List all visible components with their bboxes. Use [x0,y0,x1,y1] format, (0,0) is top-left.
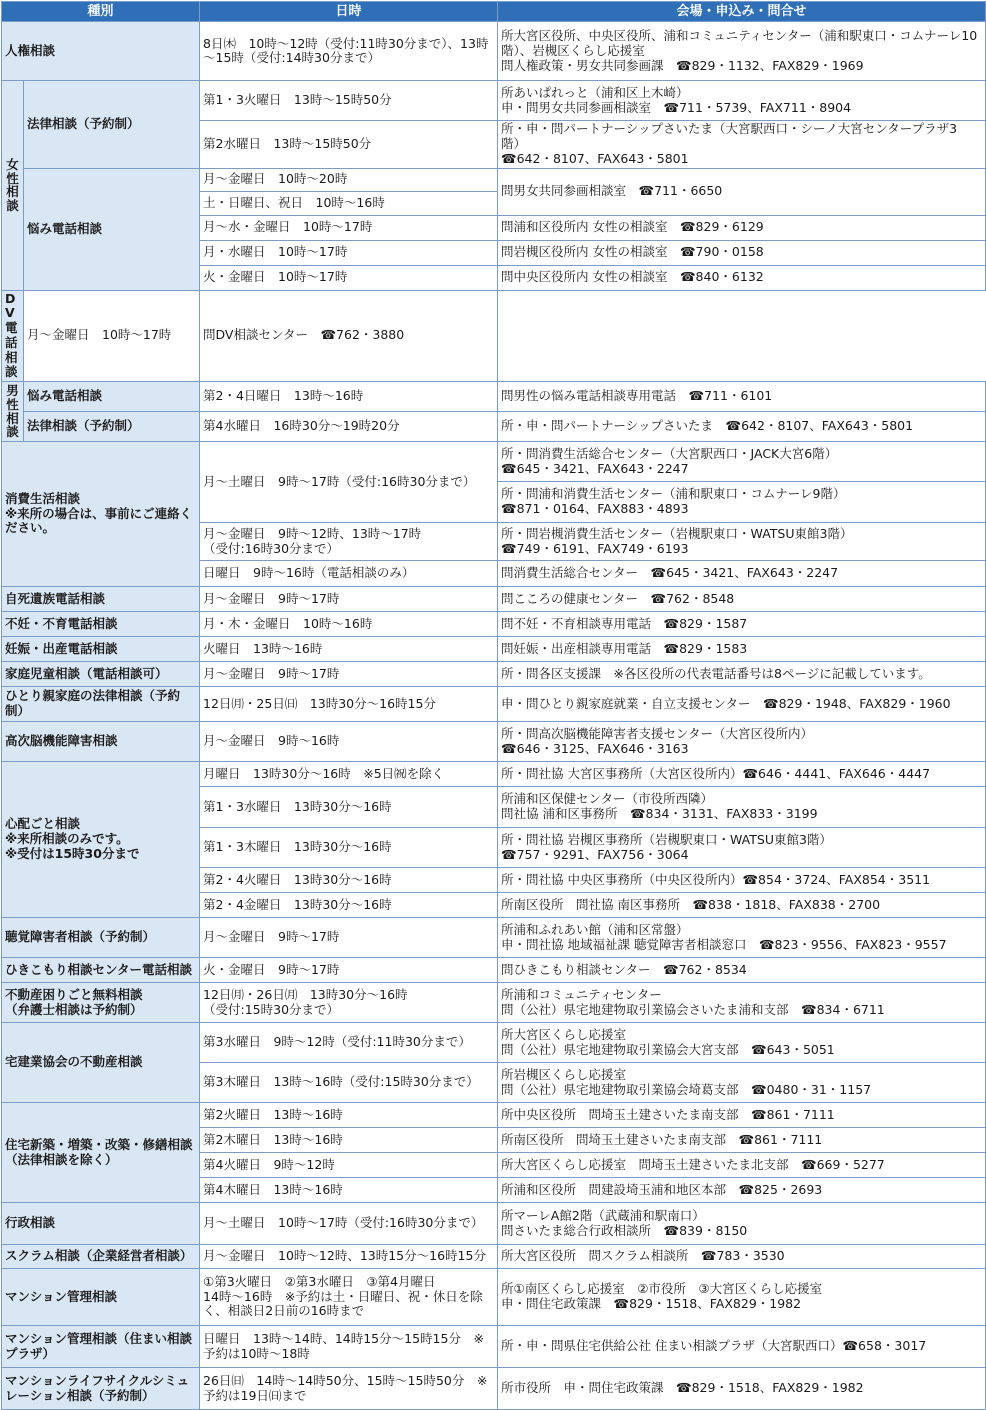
venue-cell: 問岩槻区役所内 女性の相談室 ☎790・0158 [498,240,986,265]
venue-cell: 問男女共同参画相談室 ☎711・6650 [498,168,986,215]
venue-cell: 所・問消費生活総合センター（大宮駅西口・JACK大宮6階） ☎645・3421、FAX643・2247 [498,442,986,482]
venue-cell: 所・問高次脳機能障害者支援センター（大宮区役所内） ☎646・3125、FAX646・3163 [498,722,986,762]
venue-cell: 所岩槻区くらし応援室 問（公社）県宅地建物取引業協会埼葛支部 ☎0480・31・1157 [498,1063,986,1103]
venue-cell: 所①南区くらし応援室 ②市役所 ③大宮区くらし応援室 申・問住宅政策課 ☎829・1518、FAX829・1982 [498,1269,986,1326]
category-cell: 消費生活相談 ※来所の場合は、事前にご連絡ください。 [2,442,200,587]
table-row [2,762,986,787]
venue-cell: 所南区役所 問埼玉土建さいたま南支部 ☎861・7111 [498,1128,986,1153]
datetime-cell: 日曜日 13時～14時、14時15分～15時15分 ※予約は10時～18時 [200,1326,498,1368]
table-row [2,918,986,958]
venue-cell: 問浦和区役所内 女性の相談室 ☎829・6129 [498,215,986,240]
venue-cell: 問妊娠・出産相談専用電話 ☎829・1583 [498,637,986,662]
venue-cell: 問こころの健康センター ☎762・8548 [498,587,986,612]
venue-cell: 所大宮区くらし応援室 問埼玉土建さいたま北支部 ☎669・5277 [498,1153,986,1178]
table-row [2,662,986,687]
datetime-cell: 月～金曜日 9時～17時 [200,662,498,687]
table-row [2,1245,986,1269]
venue-cell: 問不妊・不育相談専用電話 ☎829・1587 [498,612,986,637]
datetime-cell: 第4水曜日 16時30分～19時20分 [200,412,498,442]
venue-cell: 所・問社協 大宮区事務所（大宮区役所内）☎646・4441、FAX646・4447 [498,762,986,787]
datetime-cell: 月～金曜日 9時～12時、13時～17時 （受付:16時30分まで） [200,523,498,561]
venue-cell: 所大宮区役所 問スクラム相談所 ☎783・3530 [498,1245,986,1269]
venue-cell: 所大宮区くらし応援室 問（公社）県宅地建物取引業協会大宮支部 ☎643・5051 [498,1023,986,1063]
datetime-cell: 月・木・金曜日 10時～16時 [200,612,498,637]
header-date: 日時 [200,2,498,22]
venue-cell: 所・問浦和消費生活センター（浦和駅東口・コムナーレ9階） ☎871・0164、FAX883・4893 [498,482,986,523]
venue-cell: 所市役所 申・問住宅政策課 ☎829・1518、FAX829・1982 [498,1368,986,1410]
venue-cell: 所あいぱれっと（浦和区上木崎） 申・問男女共同参画相談室 ☎711・5739、FAX711・8904 [498,81,986,121]
datetime-cell: 月～金曜日 9時～17時 [200,918,498,958]
datetime-cell: 第2木曜日 13時～16時 [200,1128,498,1153]
venue-cell: 問男性の悩み電話相談専用電話 ☎711・6101 [498,382,986,412]
category-cell: 高次脳機能障害相談 [2,722,200,762]
datetime-cell: 12日㈪・26日㈪ 13時30分～16時 （受付:15時30分まで） [200,983,498,1023]
table-row [2,1368,986,1410]
table-row [2,382,986,412]
venue-cell: 所・申・問パートナーシップさいたま（大宮駅西口・シーノ大宮センタープラザ3階） ☎642・8107、FAX643・5801 [498,121,986,168]
venue-cell: 所浦和区役所 問建設埼玉浦和地区本部 ☎825・2693 [498,1178,986,1203]
datetime-cell: 月～水・金曜日 10時～17時 [200,215,498,240]
venue-cell: 所大宮区役所、中央区役所、浦和コミュニティセンター（浦和駅東口・コムナーレ10階）、岩槻区くらし応援室 問人権政策・男女共同参画課 ☎829・1132、FAX829・1969 [498,22,986,81]
table-row [2,958,986,983]
datetime-cell: 火曜日 13時～16時 [200,637,498,662]
header-venue: 会場・申込み・問合せ [498,2,986,22]
venue-cell: 問消費生活総合センター ☎645・3421、FAX643・2247 [498,561,986,587]
table-row [2,722,986,762]
datetime-cell: 第2・4火曜日 13時30分～16時 [200,868,498,893]
datetime-cell: 第2・4日曜日 13時～16時 [200,382,498,412]
category-cell: マンション管理相談（住まい相談プラザ） [2,1326,200,1368]
category-cell: 不動産困りごと無料相談 （弁護士相談は予約制） [2,983,200,1023]
category-cell: 住宅新築・増築・改築・修繕相談 （法律相談を除く） [2,1103,200,1203]
category-cell: 行政相談 [2,1203,200,1245]
category-cell: 聴覚障害者相談（予約制） [2,918,200,958]
datetime-cell: 土・日曜日、祝日 10時～16時 [200,191,498,215]
category-cell: 法律相談（予約制） [24,412,200,442]
venue-cell: 所南区役所 問社協 南区事務所 ☎838・1818、FAX838・2700 [498,893,986,918]
venue-cell: 所・問岩槻消費生活センター（岩槻駅東口・WATSU東館3階） ☎749・6191、FAX749・6193 [498,523,986,561]
datetime-cell: 火・金曜日 10時～17時 [200,265,498,290]
datetime-cell: 8日㈭ 10時～12時（受付:11時30分まで）、13時～15時（受付:14時30分まで） [200,22,498,81]
category-cell: 不妊・不育電話相談 [2,612,200,637]
datetime-cell: 月～土曜日 9時～17時（受付:16時30分まで） [200,442,498,523]
category-cell: マンション管理相談 [2,1269,200,1326]
datetime-cell: 月～金曜日 9時～16時 [200,722,498,762]
table-row [2,1023,986,1063]
datetime-cell: 第1・3水曜日 13時30分～16時 [200,787,498,828]
table-row [2,22,986,81]
venue-cell: 所マーレA館2階（武蔵浦和駅南口） 問さいたま総合行政相談所 ☎839・8150 [498,1203,986,1245]
datetime-cell: 第2火曜日 13時～16時 [200,1103,498,1128]
category-cell: マンションライフサイクルシミュレーション相談（予約制） [2,1368,200,1410]
venue-cell: 問DV相談センター ☎762・3880 [200,290,498,382]
category-cell: ひきこもり相談センター電話相談 [2,958,200,983]
table-row [2,1326,986,1368]
table-row [2,168,986,191]
venue-cell: 問ひきこもり相談センター ☎762・8534 [498,958,986,983]
datetime-cell: 月～金曜日 10時～12時、13時15分～16時15分 [200,1245,498,1269]
venue-cell: 問中央区役所内 女性の相談室 ☎840・6132 [498,265,986,290]
venue-cell: 所・問社協 中央区事務所（中央区役所内）☎854・3724、FAX854・3511 [498,868,986,893]
category-cell: スクラム相談（企業経営者相談） [2,1245,200,1269]
table-row [2,290,986,382]
datetime-cell: 月曜日 13時30分～16時 ※5日㈷を除く [200,762,498,787]
datetime-cell: 第2水曜日 13時～15時50分 [200,121,498,168]
category-cell: 法律相談（予約制） [24,81,200,168]
venue-cell: 所浦和区保健センター（市役所西隣） 問社協 浦和区事務所 ☎834・3131、FAX833・3199 [498,787,986,828]
datetime-cell: ①第3火曜日 ②第3水曜日 ③第4月曜日 14時～16時 ※予約は土・日曜日、祝・休日を除く、相談日2日前の16時まで [200,1269,498,1326]
category-cell: DV電話相談 [2,290,24,382]
table-row [2,442,986,482]
table-row [2,983,986,1023]
category-cell: 悩み電話相談 [24,168,200,290]
venue-cell: 所浦和コミュニティセンター 問（公社）県宅地建物取引業協会さいたま浦和支部 ☎834・6711 [498,983,986,1023]
datetime-cell: 第3水曜日 9時～12時（受付:11時30分まで） [200,1023,498,1063]
group-label-women: 女性相談 [2,81,24,290]
datetime-cell: 第1・3火曜日 13時～15時50分 [200,81,498,121]
table-row [2,1203,986,1245]
table-row [2,637,986,662]
header-type: 種別 [2,2,200,22]
datetime-cell: 12日㈪・25日㈰ 13時30分～16時15分 [200,687,498,722]
category-cell: 宅建業協会の不動産相談 [2,1023,200,1103]
venue-cell: 所中央区役所 問埼玉土建さいたま南支部 ☎861・7111 [498,1103,986,1128]
category-cell: 人権相談 [2,22,200,81]
datetime-cell: 月・水曜日 10時～17時 [200,240,498,265]
category-cell: 妊娠・出産電話相談 [2,637,200,662]
venue-cell: 所・問各区支援課 ※各区役所の代表電話番号は8ページに記載しています。 [498,662,986,687]
category-cell: 心配ごと相談 ※来所相談のみです。 ※受付は15時30分まで [2,762,200,918]
table-row [2,687,986,722]
table-row [2,412,986,442]
table-row [2,1269,986,1326]
datetime-cell: 月～土曜日 10時～17時（受付:16時30分まで） [200,1203,498,1245]
group-label-men: 男性相談 [2,382,24,442]
category-cell: 自死遺族電話相談 [2,587,200,612]
venue-cell: 所・申・問県住宅供給公社 住まい相談プラザ（大宮駅西口）☎658・3017 [498,1326,986,1368]
table-row [2,587,986,612]
table-row [2,612,986,637]
venue-cell: 所浦和ふれあい館（浦和区常盤） 申・問社協 地域福祉課 聴覚障害者相談窓口 ☎823・9556、FAX823・9557 [498,918,986,958]
datetime-cell: 第3木曜日 13時～16時（受付:15時30分まで） [200,1063,498,1103]
datetime-cell: 26日㈰ 14時～14時50分、15時～15時50分 ※予約は19日㈰まで [200,1368,498,1410]
category-cell: 家庭児童相談（電話相談可） [2,662,200,687]
datetime-cell: 第2・4金曜日 13時30分～16時 [200,893,498,918]
category-cell: 悩み電話相談 [24,382,200,412]
table-row [2,1103,986,1128]
datetime-cell: 第1・3木曜日 13時30分～16時 [200,828,498,868]
datetime-cell: 月～金曜日 10時～17時 [24,290,200,382]
category-cell: ひとり親家庭の法律相談（予約制） [2,687,200,722]
venue-cell: 所・申・問パートナーシップさいたま ☎642・8107、FAX643・5801 [498,412,986,442]
datetime-cell: 日曜日 9時～16時（電話相談のみ） [200,561,498,587]
datetime-cell: 火・金曜日 9時～17時 [200,958,498,983]
datetime-cell: 月～金曜日 9時～17時 [200,587,498,612]
consultation-table [1,1,986,1410]
datetime-cell: 第4火曜日 9時～12時 [200,1153,498,1178]
datetime-cell: 第4木曜日 13時～16時 [200,1178,498,1203]
venue-cell: 所・問社協 岩槻区事務所（岩槻駅東口・WATSU東館3階） ☎757・9291、FAX756・3064 [498,828,986,868]
venue-cell: 申・問ひとり親家庭就業・自立支援センター ☎829・1948、FAX829・1960 [498,687,986,722]
datetime-cell: 月～金曜日 10時～20時 [200,168,498,191]
table-row [2,81,986,121]
